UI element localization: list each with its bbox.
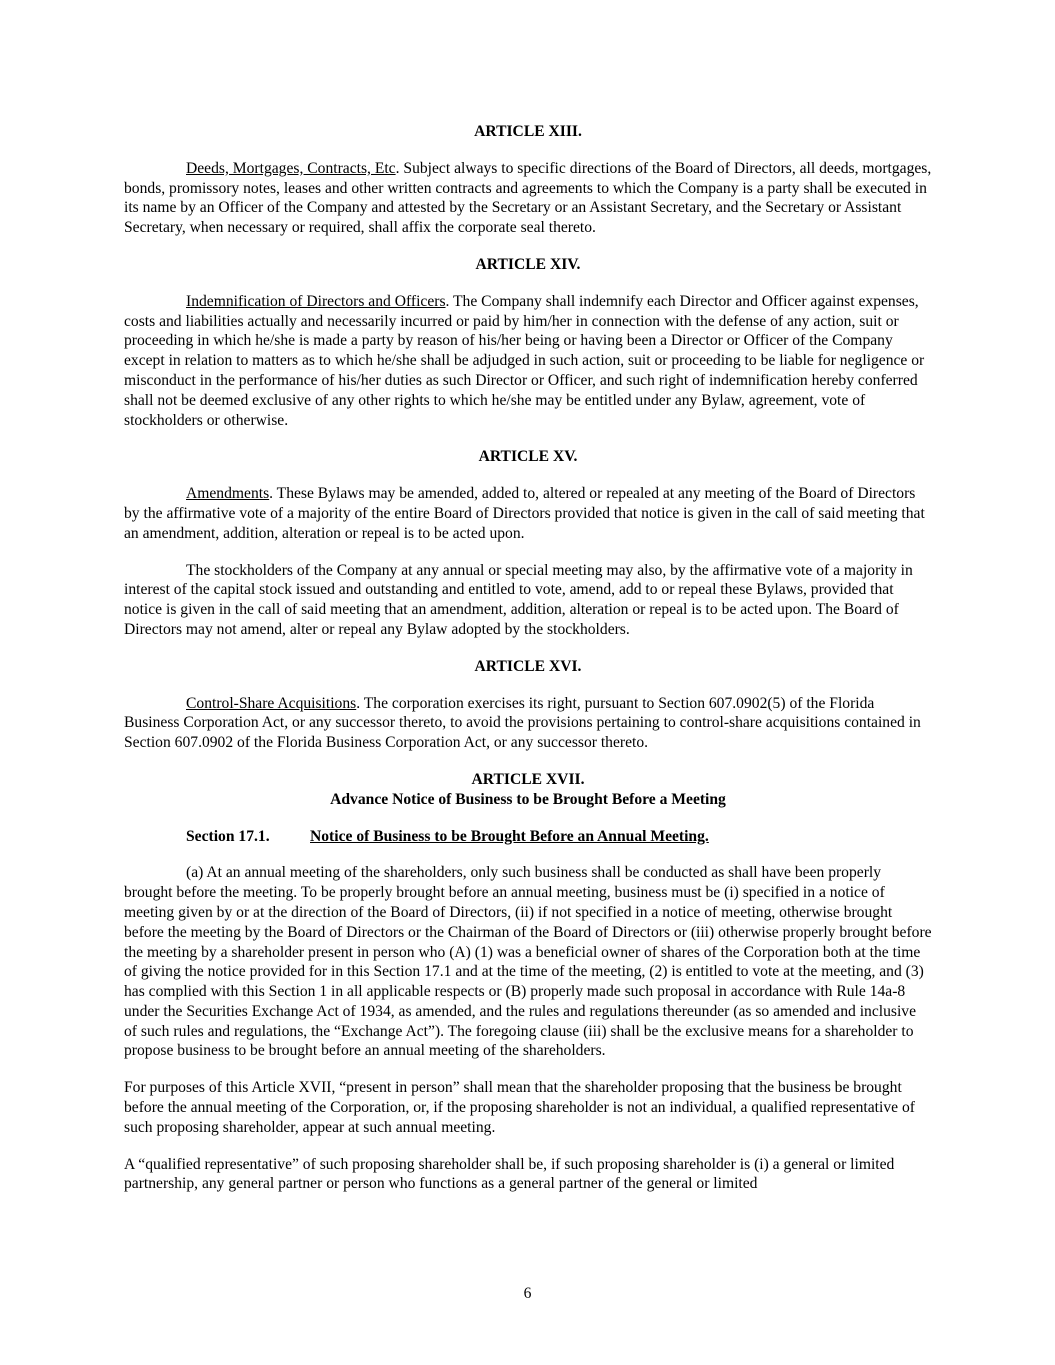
article-15-heading: ARTICLE XV.: [478, 448, 578, 466]
article-13-paragraph: [124, 159, 932, 238]
article-14-text: . The Company shall indemnify each Director and Officer against expenses, costs and liabilities actually and necessarily incurred or paid by him/her in connection with the defense of any action, suit or proceeding in which he/she is made a party by reason of his/her being or having been a Director or Officer of the Company except in relation to matters as to which he/she shall be adjudged in such action, suit or proceeding to be liable for negligence or misconduct in the performance of his/her duties as such Director or Officer, and such right of indemnification hereby conferred shall not be deemed exclusive of any other rights to which he/she may be entitled under any Bylaw, agreement, vote of stockholders or otherwise.: [124, 292, 925, 429]
article-13-title: Deeds, Mortgages, Contracts, Etc: [186, 159, 396, 177]
article-17-subheading: Advance Notice of Business to be Brought Before a Meeting: [330, 790, 726, 808]
document-body: [124, 122, 932, 1194]
article-13-heading: ARTICLE XIII.: [474, 123, 582, 140]
article-16-heading: ARTICLE XVI.: [474, 657, 582, 675]
section-17-1-number: Section 17.1.: [186, 827, 270, 845]
article-15-text: . These Bylaws may be amended, added to, altered or repealed at any meeting of the Board of Directors by the affirmative vote of a majority of the entire Board of Directors provided that notice is given in the call of said meeting that an amendment, addition, alteration or repeal is to be acted upon.: [124, 485, 925, 542]
article-17-heading: ARTICLE XVII.: [471, 770, 585, 788]
article-14-paragraph: [124, 292, 932, 431]
article-14-heading: ARTICLE XIV.: [475, 255, 581, 273]
article-15-paragraph-2: The stockholders of the Company at any annual or special meeting may also, by the affirmative vote of a majority in interest of the capital stock issued and outstanding and entitled to vote, amend, add to or repeal these Bylaws, provided that notice is given in the call of said meeting that an amendment, addition, alteration or repeal is to be acted upon. The Board of Directors may not amend, alter or repeal any Bylaw adopted by the stockholders.: [124, 561, 913, 638]
section-17-1-heading: [124, 827, 932, 847]
qualified-representative-paragraph: A “qualified representative” of such proposing shareholder shall be, if such proposing shareholder is (i) a general or limited partnership, any general partner or person who functions as a general partner of the general or limited: [124, 1155, 895, 1193]
section-17-1-paragraph-a: (a) At an annual meeting of the shareholders, only such business shall be conducted as shall have been properly brought before the meeting. To be properly brought before an annual meeting, business must be (i) specified in a notice of meeting given by or at the direction of the Board of Directors, (ii) if not specified in a notice of meeting, otherwise brought before the meeting by the Board of Directors or the Chairman of the Board of Directors or (iii) otherwise properly brought before the meeting by a shareholder present in person who (A) (1) was a beneficial owner of shares of the Corporation both at the time of giving the notice provided for in this Section 17.1 and at the time of the meeting, (2) is entitled to vote at the meeting, and (3) has complied with this Section 1 in all applicable respects or (B) properly made such proposal in accordance with Rule 14a-8 under the Securities Exchange Act of 1934, as amended, and the rules and regulations thereunder (as so amended and inclusive of such rules and regulations, the “Exchange Act”). The foregoing clause (iii) shall be the exclusive means for a shareholder to propose business to be brought before an annual meeting of the shareholders.: [124, 864, 932, 1060]
article-16-text: . The corporation exercises its right, pursuant to Section 607.0902(5) of the Florida Business Corporation Act, or any successor thereto, to avoid the provisions pertaining to control-share acquisitions contained in Section 607.0902 of the Florida Business Corporation Act, or any successor thereto.: [124, 694, 921, 752]
article-13-text: . Subject always to specific directions of the Board of Directors, all deeds, mortgages, bonds, promissory notes, leases and other written contracts and agreements to which the Company is a party shall be executed in its name by an Officer of the Company and attested by the Secretary or an Assistant Secretary, and the Secretary or Assistant Secretary, when necessary or required, shall affix the corporate seal thereto.: [124, 159, 932, 237]
page-number: 6: [523, 1285, 532, 1302]
present-in-person-paragraph: For purposes of this Article XVII, “present in person” shall mean that the shareholder proposing that the business be brought before the annual meeting of the Corporation, or, if the proposing shareholder is not an individual, a qualified representative of such proposing shareholder, appear at such annual meeting.: [124, 1079, 915, 1136]
article-16-title: Control-Share Acquisitions: [186, 694, 357, 712]
article-15-title: Amendments: [186, 485, 270, 503]
article-15-paragraph: [124, 484, 932, 543]
article-14-title: Indemnification of Directors and Officers: [186, 292, 446, 310]
article-16-paragraph: [124, 694, 932, 753]
section-17-1-title: Notice of Business to be Brought Before an Annual Meeting.: [310, 827, 709, 845]
